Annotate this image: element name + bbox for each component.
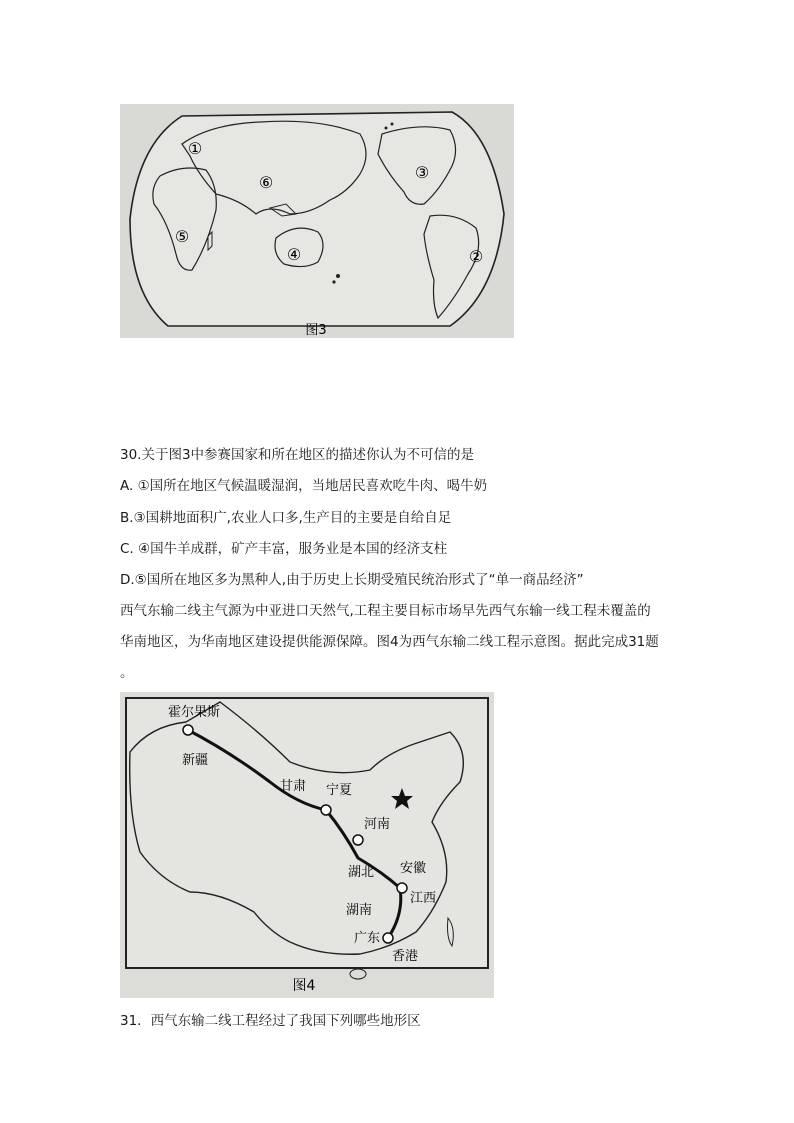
label-guangdong: 广东 [354,931,381,946]
marker-5: ⑤ [174,227,190,246]
question-30-option-b: B.③国耕地面积广,农业人口多,生产目的主要是自给自足 [120,510,452,526]
question-30-option-c: C. ④国牛羊成群，矿产丰富，服务业是本国的经济支柱 [120,541,448,557]
marker-6: ⑥ [258,173,274,192]
label-anhui: 安徽 [400,861,427,876]
passage-line-2: 华南地区，为华南地区建设提供能源保障。图4为西气东输二线工程示意图。据此完成31题 [120,634,659,650]
figure-4-caption: 图4 [292,978,316,994]
passage-line-1: 西气东输二线主气源为中亚进口天然气,工程主要目标市场早先西气东输一线工程未覆盖的 [120,603,651,619]
station-node-ningxia [321,805,331,815]
question-30-option-a: A. ①国所在地区气候温暖湿润，当地居民喜欢吃牛肉、喝牛奶 [120,478,488,494]
new-zealand-dot [332,280,335,283]
station-node-jiangxi [397,883,407,893]
label-ningxia: 宁夏 [326,783,353,798]
label-xinjiang: 新疆 [182,753,209,768]
label-hubei: 湖北 [348,865,375,880]
label-xianggang: 香港 [392,949,419,964]
label-huoerguosi: 霍尔果斯 [168,705,221,720]
question-30-stem: 30.关于图3中参赛国家和所在地区的描述你认为不可信的是 [120,447,475,463]
figure-3-caption: 图3 [305,323,327,338]
marker-1: ① [187,139,203,158]
marker-3: ③ [414,163,430,182]
map-frame [130,112,504,326]
figure-4-pipeline-map [120,692,494,998]
world-map-drawing [120,104,514,338]
pipeline-map-drawing [120,692,494,998]
marker-4: ④ [286,245,302,264]
question-30-option-d: D.⑤国所在地区多为黑种人,由于历史上长期受殖民统治形式了“单一商品经济” [120,572,584,588]
island-dot [385,127,388,130]
hainan-outline [350,969,366,979]
label-hunan: 湖南 [346,903,373,918]
label-gansu: 甘肃 [280,779,307,794]
question-31-stem: 31．西气东输二线工程经过了我国下列哪些地形区 [120,1013,421,1029]
station-node-huoerguosi [183,725,193,735]
island-dot [391,123,394,126]
station-node-guangdong [383,933,393,943]
marker-2: ② [468,247,484,266]
map-border [126,698,488,968]
label-henan: 河南 [364,817,391,832]
figure-3-world-map [120,104,514,338]
new-zealand-dot [336,274,340,278]
label-jiangxi: 江西 [410,891,437,906]
passage-line-3: 。 [120,665,134,681]
station-node-henan [353,835,363,845]
